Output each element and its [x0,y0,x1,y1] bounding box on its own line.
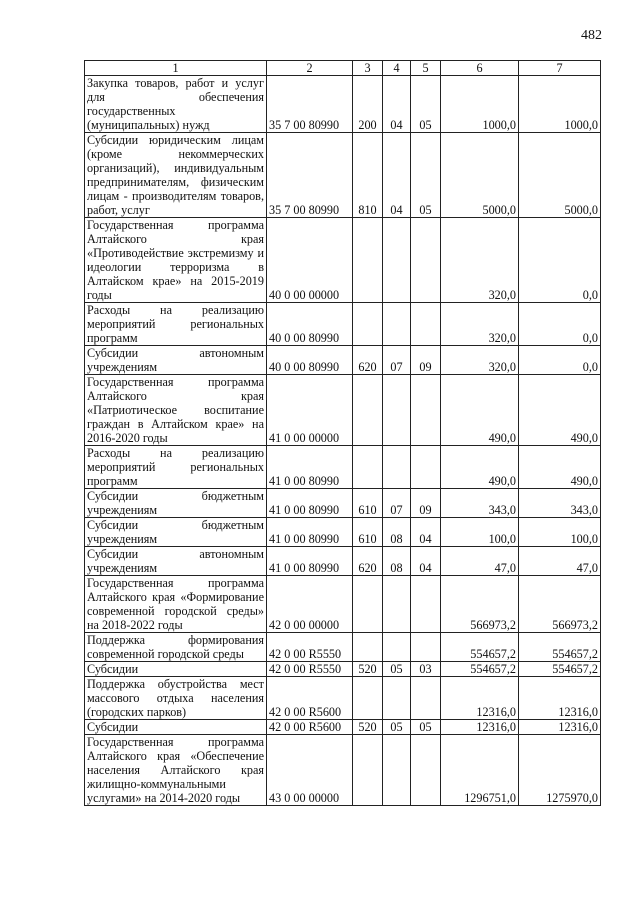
row-name: Субсидии автономным учреждениям [85,346,267,375]
row-amount-1: 47,0 [441,547,519,576]
row-section [383,375,411,446]
row-expense-type: 610 [353,489,383,518]
row-expense-type [353,677,383,720]
row-code: 42 0 00 R5600 [267,677,353,720]
table-row [85,346,601,375]
row-amount-1: 343,0 [441,489,519,518]
row-subsection [411,375,441,446]
row-amount-2: 1000,0 [519,76,601,133]
table-row [85,375,601,446]
table-row [85,662,601,677]
row-subsection: 04 [411,518,441,547]
row-subsection: 03 [411,662,441,677]
header-col-3: 3 [353,61,383,76]
row-amount-2: 554657,2 [519,662,601,677]
row-amount-2: 5000,0 [519,133,601,218]
row-subsection [411,446,441,489]
row-section [383,218,411,303]
row-code: 40 0 00 80990 [267,346,353,375]
table-row [85,735,601,806]
row-amount-1: 5000,0 [441,133,519,218]
row-code: 41 0 00 80990 [267,547,353,576]
header-col-4: 4 [383,61,411,76]
table-row [85,720,601,735]
row-amount-1: 554657,2 [441,662,519,677]
row-code: 35 7 00 80990 [267,76,353,133]
row-code: 41 0 00 80990 [267,518,353,547]
row-expense-type: 810 [353,133,383,218]
row-name: Государственная программа Алтайского края «Патриотическое воспитание граждан в Алтайском крае» на 2016-2020 годы [85,375,267,446]
row-expense-type [353,446,383,489]
row-section: 08 [383,547,411,576]
row-amount-2: 12316,0 [519,677,601,720]
row-name: Государственная программа Алтайского края «Обеспечение населения Алтайского края жилищно-коммунальными услугами» на 2014-2020 годы [85,735,267,806]
row-code: 40 0 00 80990 [267,303,353,346]
row-subsection [411,677,441,720]
row-expense-type: 200 [353,76,383,133]
table-row [85,677,601,720]
row-amount-1: 566973,2 [441,576,519,633]
row-subsection: 09 [411,489,441,518]
row-subsection [411,576,441,633]
row-section: 07 [383,489,411,518]
row-code: 42 0 00 R5600 [267,720,353,735]
table-row [85,518,601,547]
table-row [85,218,601,303]
row-name: Государственная программа Алтайского края «Формирование современной городской среды» на 2018-2022 годы [85,576,267,633]
row-subsection [411,218,441,303]
table-row [85,303,601,346]
row-name: Субсидии автономным учреждениям [85,547,267,576]
row-amount-2: 0,0 [519,303,601,346]
row-subsection: 04 [411,547,441,576]
row-amount-1: 100,0 [441,518,519,547]
row-amount-2: 343,0 [519,489,601,518]
row-amount-1: 12316,0 [441,677,519,720]
row-expense-type: 620 [353,547,383,576]
row-amount-2: 566973,2 [519,576,601,633]
table-row [85,576,601,633]
table-row [85,133,601,218]
table-row [85,489,601,518]
table-row [85,76,601,133]
header-col-2: 2 [267,61,353,76]
row-code: 42 0 00 R5550 [267,633,353,662]
row-name: Поддержка обустройства мест массового отдыха населения (городских парков) [85,677,267,720]
row-amount-2: 12316,0 [519,720,601,735]
row-section [383,633,411,662]
row-code: 41 0 00 00000 [267,375,353,446]
row-name: Расходы на реализацию мероприятий региональных программ [85,446,267,489]
row-subsection [411,735,441,806]
row-section: 04 [383,76,411,133]
row-name: Субсидии юридическим лицам (кроме некоммерческих организаций), индивидуальным предпринимателям, физическим лицам - производителям товаров, работ, услуг [85,133,267,218]
row-section: 08 [383,518,411,547]
row-amount-1: 490,0 [441,375,519,446]
row-expense-type [353,303,383,346]
row-amount-2: 0,0 [519,218,601,303]
row-name: Государственная программа Алтайского края «Противодействие экстремизму и идеологии терроризма в Алтайском крае» на 2015-2019 годы [85,218,267,303]
header-col-6: 6 [441,61,519,76]
row-section [383,303,411,346]
row-expense-type: 620 [353,346,383,375]
row-amount-1: 12316,0 [441,720,519,735]
row-code: 40 0 00 00000 [267,218,353,303]
row-amount-2: 0,0 [519,346,601,375]
row-expense-type: 520 [353,662,383,677]
row-expense-type [353,633,383,662]
row-amount-1: 320,0 [441,303,519,346]
row-name: Субсидии бюджетным учреждениям [85,518,267,547]
row-amount-1: 320,0 [441,346,519,375]
row-expense-type: 610 [353,518,383,547]
table-row [85,446,601,489]
page-number: 482 [581,28,602,43]
header-col-1: 1 [85,61,267,76]
row-code: 43 0 00 00000 [267,735,353,806]
row-section: 05 [383,662,411,677]
row-name: Расходы на реализацию мероприятий региональных программ [85,303,267,346]
row-section: 07 [383,346,411,375]
row-expense-type [353,375,383,446]
row-subsection: 05 [411,720,441,735]
row-expense-type [353,218,383,303]
row-name: Субсидии бюджетным учреждениям [85,489,267,518]
row-amount-1: 320,0 [441,218,519,303]
row-subsection [411,303,441,346]
row-code: 35 7 00 80990 [267,133,353,218]
row-section [383,446,411,489]
row-section [383,677,411,720]
row-amount-2: 490,0 [519,446,601,489]
budget-table [84,60,601,806]
row-name: Субсидии [85,662,267,677]
header-col-7: 7 [519,61,601,76]
row-amount-2: 100,0 [519,518,601,547]
row-section: 04 [383,133,411,218]
row-section [383,576,411,633]
row-name: Поддержка формирования современной городской среды [85,633,267,662]
row-amount-2: 554657,2 [519,633,601,662]
row-subsection [411,633,441,662]
row-expense-type [353,576,383,633]
table-row [85,547,601,576]
row-name: Закупка товаров, работ и услуг для обеспечения государственных (муниципальных) нужд [85,76,267,133]
row-amount-2: 490,0 [519,375,601,446]
row-name: Субсидии [85,720,267,735]
row-expense-type [353,735,383,806]
row-subsection: 05 [411,76,441,133]
row-code: 42 0 00 00000 [267,576,353,633]
row-amount-2: 47,0 [519,547,601,576]
header-row [85,61,601,76]
row-subsection: 09 [411,346,441,375]
table-row [85,633,601,662]
row-amount-1: 490,0 [441,446,519,489]
header-col-5: 5 [411,61,441,76]
row-code: 41 0 00 80990 [267,489,353,518]
row-code: 42 0 00 R5550 [267,662,353,677]
row-expense-type: 520 [353,720,383,735]
row-section [383,735,411,806]
row-amount-1: 1000,0 [441,76,519,133]
row-amount-1: 1296751,0 [441,735,519,806]
row-subsection: 05 [411,133,441,218]
row-amount-1: 554657,2 [441,633,519,662]
row-amount-2: 1275970,0 [519,735,601,806]
row-code: 41 0 00 80990 [267,446,353,489]
row-section: 05 [383,720,411,735]
